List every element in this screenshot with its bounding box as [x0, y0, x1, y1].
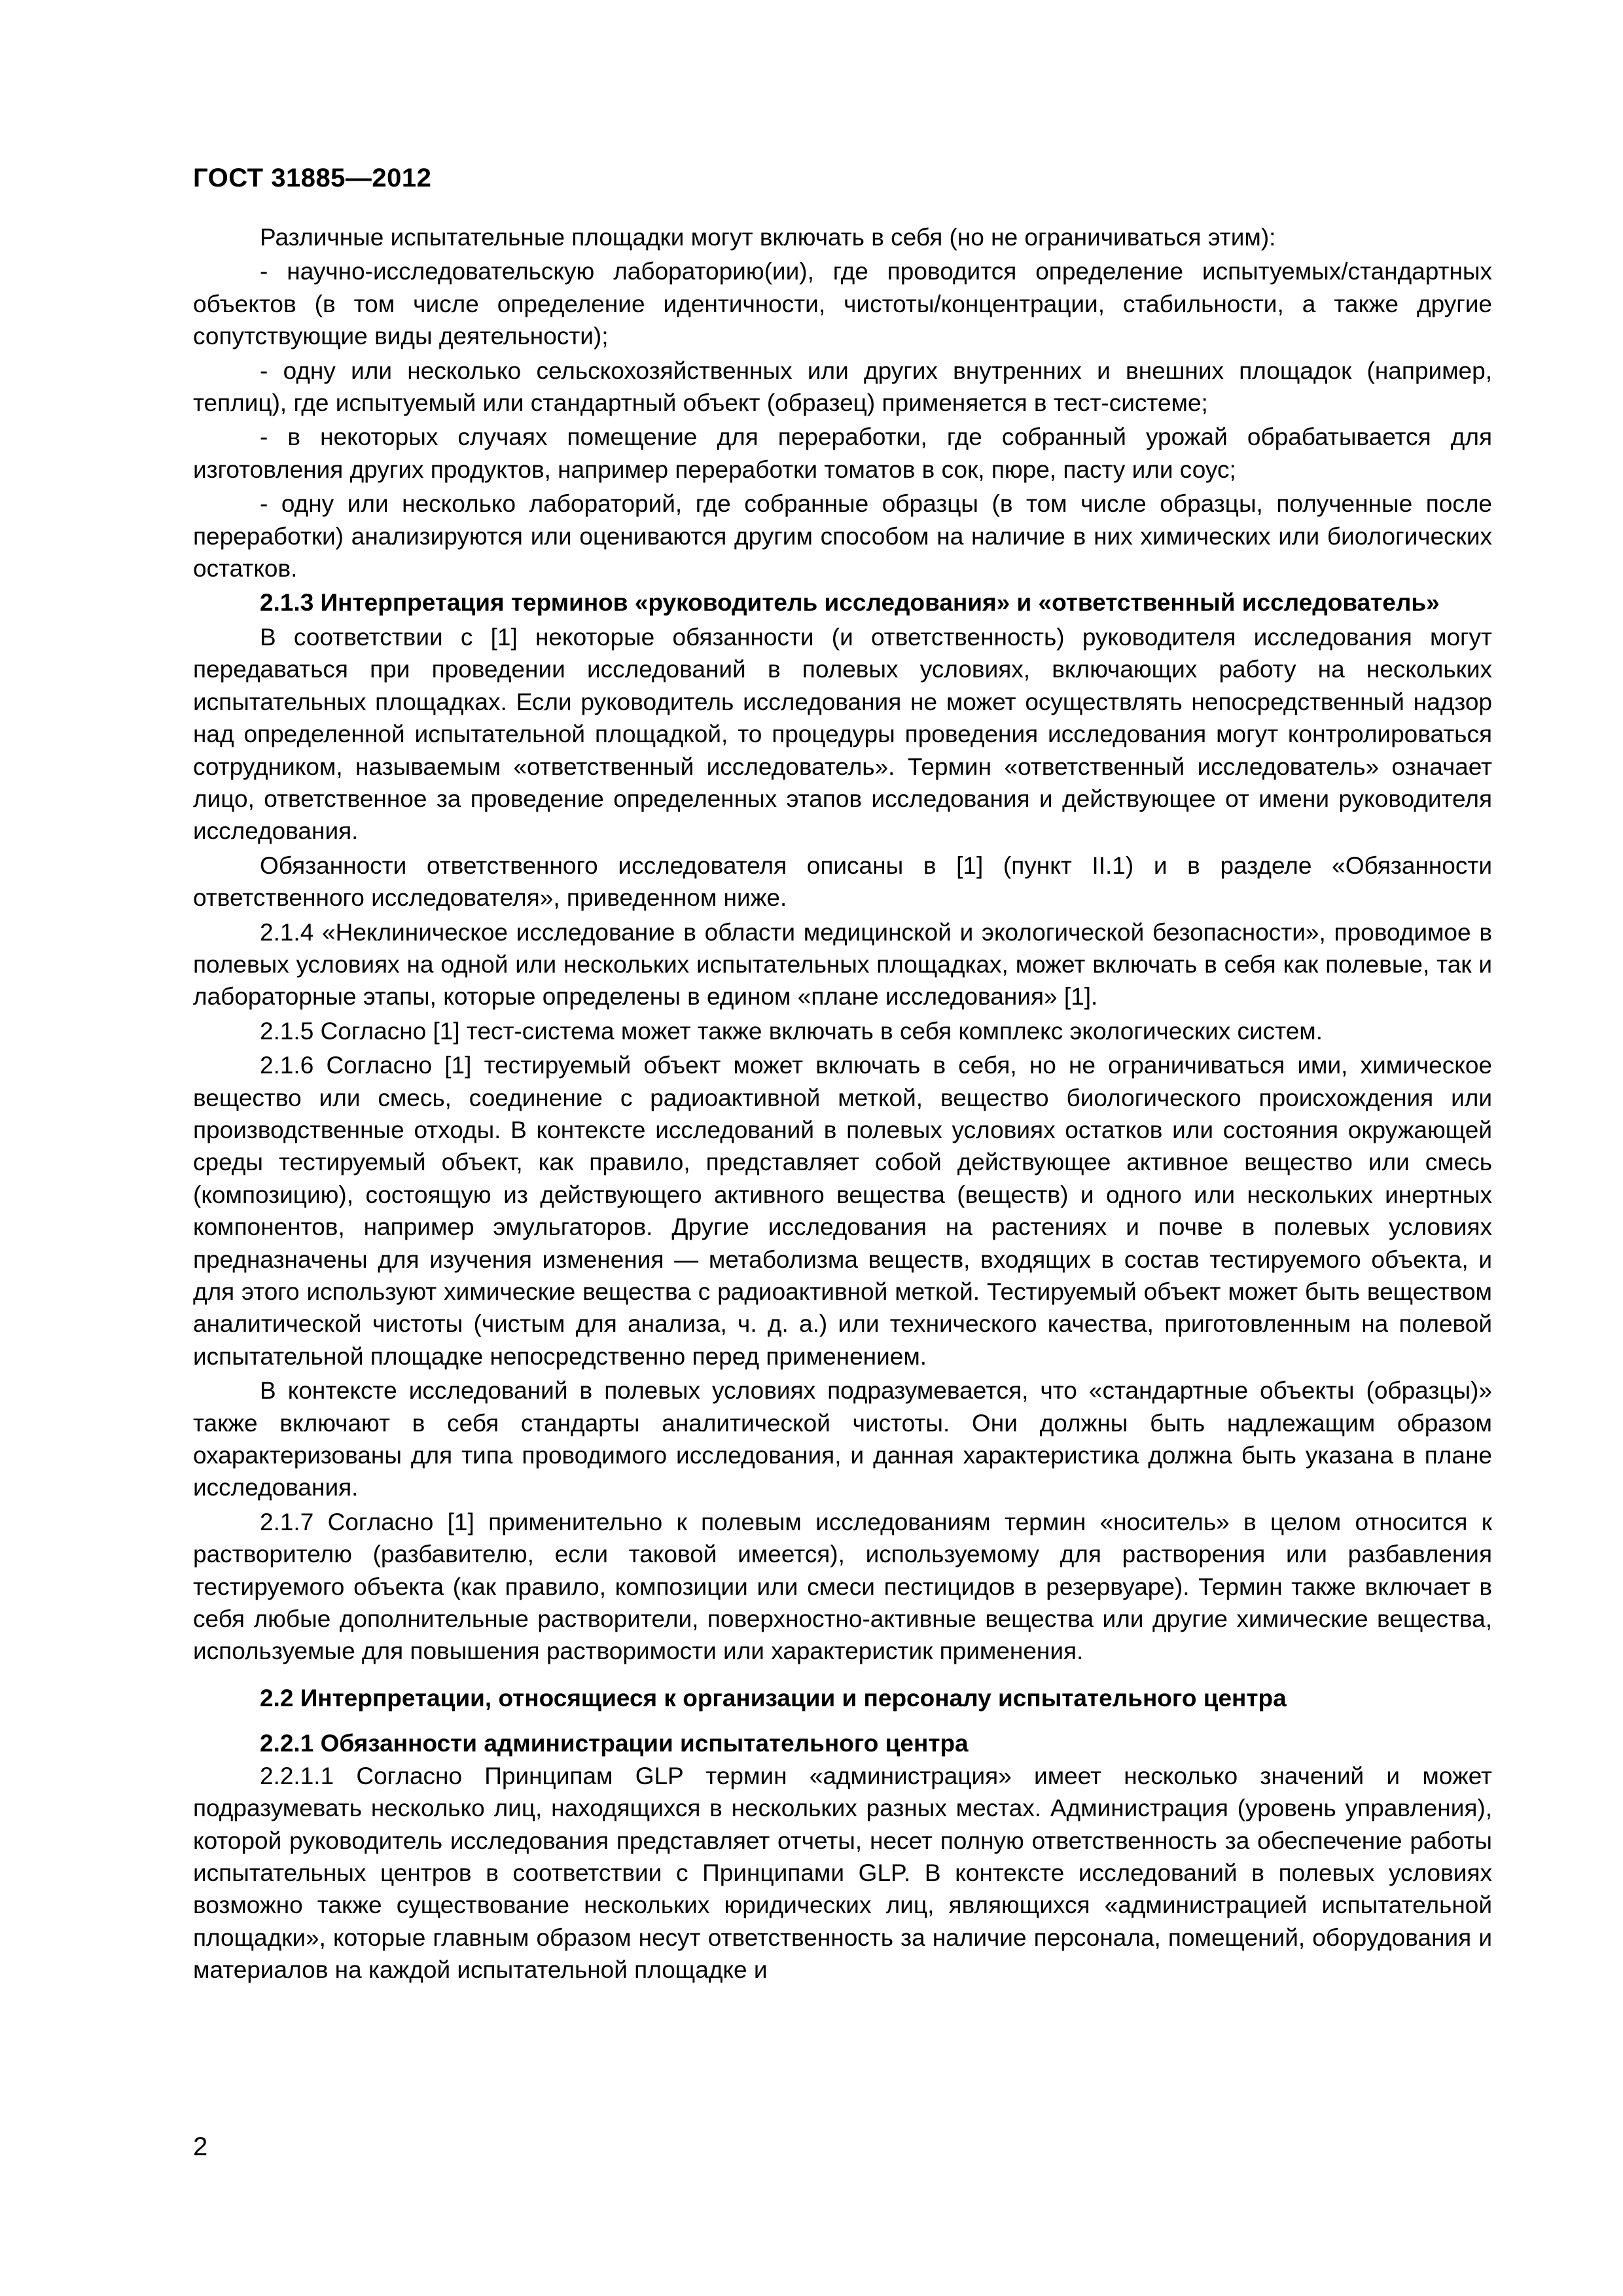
document-body [193, 221, 1492, 1988]
section-heading-2-2: 2.2 Интерпретации, относящиеся к организации и персоналу испытательного центра [260, 1684, 1287, 1712]
page-number: 2 [193, 2132, 208, 2161]
list-item-analysis-labs: - одну или несколько лабораторий, где собранные образцы (в том числе образцы, полученные после переработки) анализируются или оцениваются другим способом на наличие в них химических или биологических остатков. [193, 490, 1492, 583]
paragraph-intro: Различные испытательные площадки могут включать в себя (но не ограничиваться этим): [260, 224, 1276, 251]
section-heading-2-1-3: 2.1.3 Интерпретация терминов «руководитель исследования» и «ответственный исследователь» [260, 589, 1440, 617]
paragraph-2-1-4: 2.1.4 «Неклиническое исследование в области медицинской и экологической безопасности», проводимое в полевых условиях на одной или нескольких испытательных площадках, может включать в себя как полевые, так и лабораторные этапы, которые определены в едином «плане исследования» [1]. [193, 918, 1492, 1011]
paragraph-2-2-1-1: 2.2.1.1 Согласно Принципам GLP термин «администрация» имеет несколько значений и может подразумевать несколько лиц, находящихся в нескольких разных местах. Администрация (уровень управления), которой руководитель исследования представляет отчеты, несет полную ответственность за обеспечение работы испытательных центров в соответствии с Принципами GLP. В контексте исследований в полевых условиях возможно также существование нескольких юридических лиц, являющихся «администрацией испытательной площадки», которые главным образом несут ответственность за наличие персонала, помещений, оборудования и материалов на каждой испытательной площадке и [193, 1762, 1492, 1984]
paragraph-study-director: В соответствии с [1] некоторые обязанности (и ответственность) руководителя исследования могут передаваться при проведении исследований в полевых условиях, включающих работу на нескольких испытательных площадках. Если руководитель исследования не может осуществлять непосредственный надзор над определенной испытательной площадкой, то процедуры проведения исследования могут контролироваться сотрудником, называемым «ответственный исследователь». Термин «ответственный исследователь» означает лицо, ответственное за проведение определенных этапов исследования и действующее от имени руководителя исследования. [193, 623, 1492, 845]
list-item-lab: - научно-исследовательскую лабораторию(ии), где проводится определение испытуемых/стандартных объектов (в том числе определение идентичности, чистоты/концентрации, стабильности, а также другие сопутствующие виды деятельности); [193, 258, 1492, 350]
list-item-processing: - в некоторых случаях помещение для переработки, где собранный урожай обрабатывается для изготовления других продуктов, например переработки томатов в сок, пюре, пасту или соус; [193, 423, 1492, 483]
section-heading-2-2-1: 2.2.1 Обязанности администрации испытательного центра [260, 1730, 969, 1757]
list-item-field-sites: - одну или несколько сельскохозяйственных или других внутренних и внешних площадок (например, теплиц), где испытуемый или стандартный объект (образец) применяется в тест-системе; [193, 357, 1492, 417]
paragraph-responsibilities: Обязанности ответственного исследователя описаны в [1] (пункт II.1) и в разделе «Обязанности ответственного исследователя», приведенном ниже. [193, 852, 1492, 912]
paragraph-2-1-7: 2.1.7 Согласно [1] применительно к полевым исследованиям термин «носитель» в целом относится к растворителю (разбавителю, если таковой имеется), используемому для растворения или разбавления тестируемого объекта (как правило, композиции или смеси пестицидов в резервуаре). Термин также включает в себя любые дополнительные растворители, поверхностно-активные вещества или другие химические вещества, используемые для повышения растворимости или характеристик применения. [193, 1508, 1492, 1665]
paragraph-2-1-5: 2.1.5 Согласно [1] тест-система может также включать в себя комплекс экологических систем. [260, 1017, 1323, 1045]
paragraph-standard-objects: В контексте исследований в полевых условиях подразумевается, что «стандартные объекты (образцы)» также включают в себя стандарты аналитической чистоты. Они должны быть надлежащим образом охарактеризованы для типа проводимого исследования, и данная характеристика должна быть указана в плане исследования. [193, 1377, 1492, 1501]
standard-header: ГОСТ 31885—2012 [193, 164, 432, 192]
paragraph-2-1-6: 2.1.6 Согласно [1] тестируемый объект может включать в себя, но не ограничиваться ими, химическое вещество или смесь, соединение с радиоактивной меткой, вещество биологического происхождения или производственные отходы. В контексте исследований в полевых условиях остатков или состояния окружающей среды тестируемый объект, как правило, представляет собой действующее активное вещество или смесь (композицию), состоящую из действующего активного вещества (веществ) и одного или нескольких инертных компонентов, например эмульгаторов. Другие исследования на растениях и почве в полевых условиях предназначены для изучения изменения — метаболизма веществ, входящих в состав тестируемого объекта, и для этого используют химические вещества с радиоактивной меткой. Тестируемый объект может быть веществом аналитической чистоты (чистым для анализа, ч. д. а.) или технического качества, приготовленным на полевой испытательной площадке непосредственно перед применением. [193, 1052, 1492, 1370]
